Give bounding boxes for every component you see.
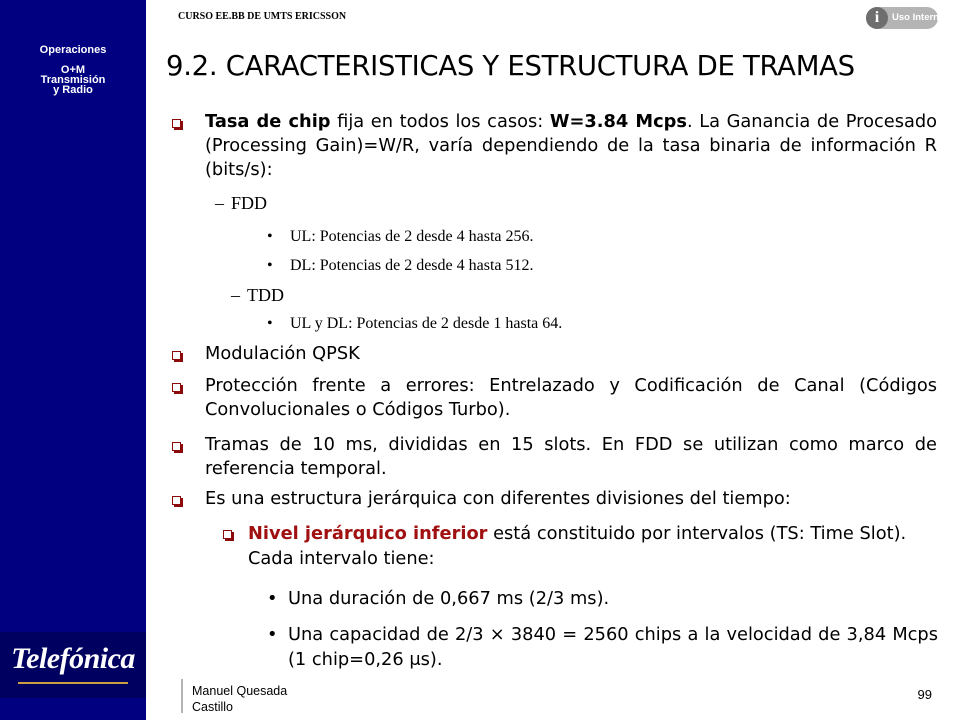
error-protection-text: Protección frente a errores: Entrelazado y Codificación de Canal (Códigos Convolucionales o Códigos Turbo). — [205, 375, 937, 420]
bullet-hierarchy — [205, 487, 937, 511]
duration-text: Una duración de 0,667 ms (2/3 ms). — [288, 588, 610, 609]
bullet-chip-rate — [205, 110, 937, 182]
dot-marker: • — [267, 624, 278, 645]
square-bullet-icon — [172, 496, 181, 505]
badge-label: Uso Interno — [892, 12, 945, 23]
fdd-ul-item: • UL: Potencias de 2 desde 4 hasta 256. — [290, 227, 534, 247]
slide-title: 9.2. CARACTERISTICAS Y ESTRUCTURA DE TRAMAS — [166, 50, 855, 82]
square-bullet-icon — [172, 119, 181, 128]
lower-level-bold: Nivel jerárquico inferior — [248, 523, 488, 544]
sidebar-line: y Radio — [53, 84, 93, 96]
bullet-modulation — [205, 342, 937, 366]
dash-marker: – — [215, 193, 224, 213]
modulation-text: Modulación QPSK — [205, 343, 360, 364]
tdd-ul-dl-item: • UL y DL: Potencias de 2 desde 1 hasta 64. — [290, 314, 562, 334]
author-line: Castillo — [192, 700, 233, 714]
fdd-label: FDD — [231, 193, 268, 213]
course-header: CURSO EE.BB DE UMTS ERICSSON — [178, 11, 347, 22]
info-icon: i — [866, 7, 888, 29]
capacity-text: Una capacidad de 2/3 × 3840 = 2560 chips a la velocidad de 3,84 Mcps (1 chip=0,26 μs). — [288, 624, 938, 670]
footer-divider — [181, 679, 183, 713]
chip-rate-text: fija en todos los casos: — [330, 111, 550, 132]
footer-author — [192, 683, 287, 715]
square-bullet-icon — [172, 383, 181, 392]
page-number: 99 — [917, 687, 932, 702]
square-bullet-icon — [223, 530, 232, 539]
duration-item — [267, 586, 938, 611]
hierarchy-text: Es una estructura jerárquica con diferentes divisiones del tiempo: — [205, 488, 791, 509]
processing-gain-text: . La Ganancia de Procesado (Processing Gain)=W/R, varía dependiendo de la tasa binaria de información R (bits/s): — [205, 111, 938, 180]
sidebar-line: Transmisión — [40, 74, 106, 86]
sidebar-line: O+M — [60, 64, 86, 76]
bullet-error-protection — [205, 374, 937, 422]
tdd-item — [231, 284, 284, 306]
sub-bullet-lower-level — [248, 521, 937, 571]
bullet-frames — [205, 433, 937, 481]
capacity-item — [267, 622, 938, 672]
dash-marker: – — [231, 285, 240, 305]
square-bullet-icon — [172, 442, 181, 451]
logo-text: Telefónica — [11, 642, 135, 675]
chip-rate-bold: Tasa de chip — [205, 111, 331, 132]
dot-marker: • — [267, 588, 278, 609]
fdd-dl-item: • DL: Potencias de 2 desde 4 hasta 512. — [290, 256, 534, 276]
lower-level-text: está constituido por intervalos (TS: Time Slot). Cada intervalo tiene: — [248, 523, 907, 569]
sidebar-line: Operaciones — [39, 44, 107, 56]
square-bullet-icon — [172, 351, 181, 360]
author-line: Manuel Quesada — [192, 684, 288, 698]
frames-text: Tramas de 10 ms, divididas en 15 slots. En FDD se utilizan como marco de referencia temporal. — [205, 434, 937, 479]
chip-rate-value: W=3.84 Mcps — [549, 111, 687, 132]
fdd-item — [215, 192, 268, 214]
tdd-label: TDD — [247, 285, 284, 305]
